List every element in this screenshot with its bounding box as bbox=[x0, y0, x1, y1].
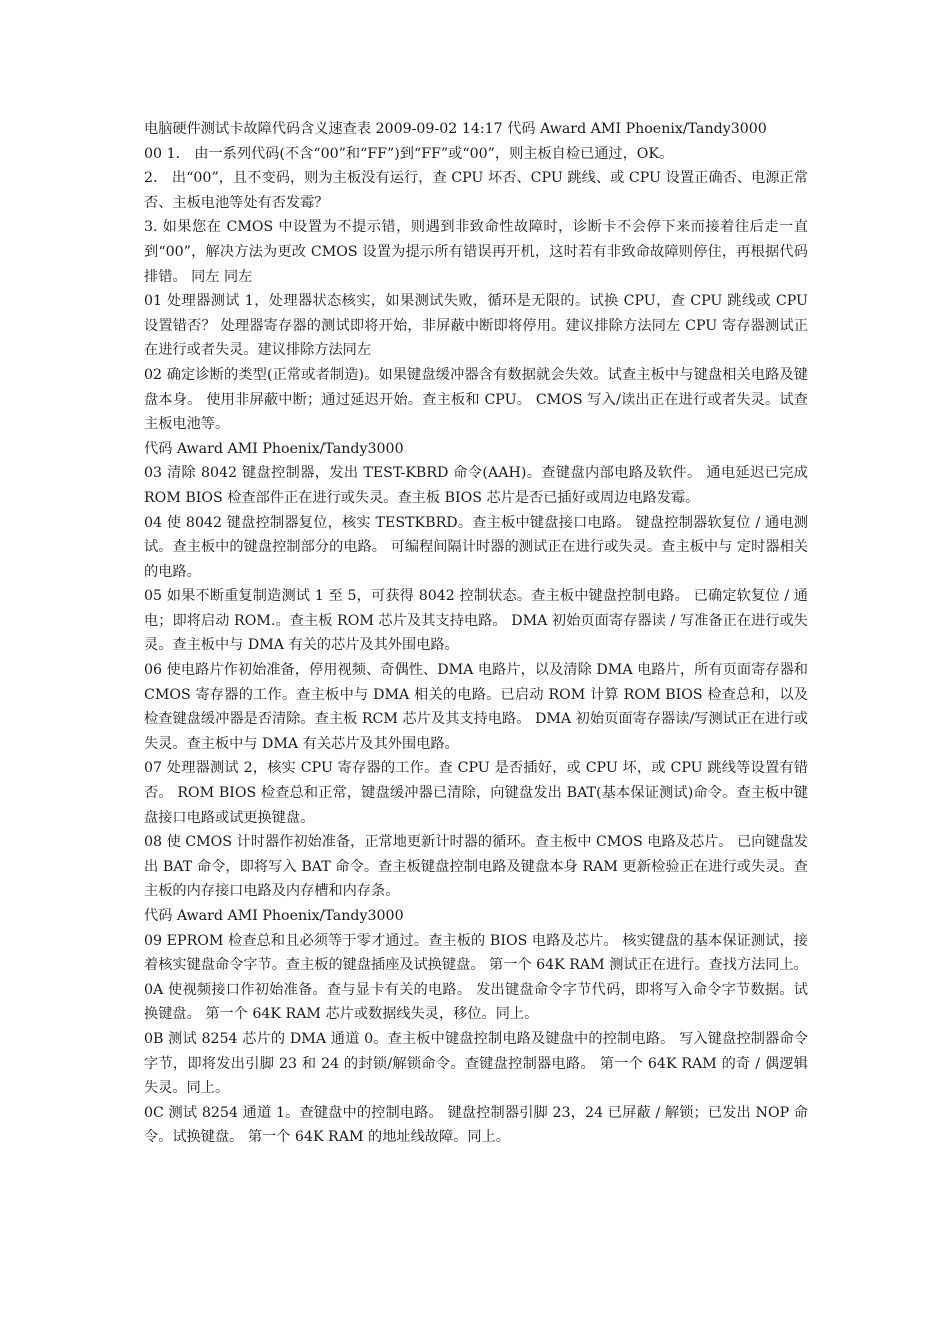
column-header-line: 代码 Award AMI Phoenix/Tandy3000 bbox=[144, 440, 404, 457]
paragraph-code-09: 09 EPROM 检查总和且必须等于零才通过。查主板的 BIOS 电路及芯片。 核实键盘的基本保证测试，接着核实键盘命令字节。查主板的键盘插座及试换键盘。 第一个 64K RAM 测试正在进行。查找方法同上。 bbox=[144, 932, 808, 974]
paragraph-code-06: 06 使电路片作初始准备，停用视频、奇偶性、DMA 电路片，以及清除 DMA 电路片，所有页面寄存器和 CMOS 寄存器的工作。查主板中与 DMA 相关的电路。已启动 ROM 计算 ROM BIOS 检查总和，以及检查键盘缓冲器是否清除。查主板 RCM 芯片及其支持电路。 DMA 初始页面寄存器读/写测试正在进行或失灵。查主板中与 DMA 有关芯片及其外围电路。 bbox=[144, 662, 808, 752]
paragraph-note-3: 3. 如果您在 CMOS 中设置为不提示错，则遇到非致命性故障时，诊断卡不会停下来而接着往后走一直到“00”，解决方法为更改 CMOS 设置为提示所有错误再开机，这时若有非致命故障则停住，再根据代码排错。 同左 同左 bbox=[144, 219, 808, 285]
paragraph-code-04: 04 使 8042 键盘控制器复位，核实 TESTKBRD。查主板中键盘接口电路。 键盘控制器软复位 / 通电测试。查主板中的键盘控制部分的电路。 可编程间隔计时器的测试正在进行或失灵。查主板中与 定时器相关的电路。 bbox=[144, 514, 808, 580]
paragraph-code-05: 05 如果不断重复制造测试 1 至 5，可获得 8042 控制状态。查主板中键盘控制电路。 已确定软复位 / 通电；即将启动 ROM.。查主板 ROM 芯片及其支持电路。 DMA 初始页面寄存器读 / 写准备正在进行或失灵。查主板中与 DMA 有关的芯片及其外围电路。 bbox=[144, 588, 808, 654]
paragraph-code-03: 03 清除 8042 键盘控制器，发出 TEST-KBRD 命令(AAH)。查键盘内部电路及软件。 通电延迟已完成 ROM BIOS 检查部件正在进行或失灵。查主板 BIOS 芯片是否已插好或周边电路发霉。 bbox=[144, 465, 808, 506]
paragraph-code-02: 02 确定诊断的类型(正常或者制造)。如果键盘缓冲器含有数据就会失效。试查主板中与键盘相关电路及键盘本身。 使用非屏蔽中断；通过延迟开始。查主板和 CPU。 CMOS 写入/读出正在进行或者失灵。试查主板电池等。 bbox=[144, 366, 808, 433]
paragraph-code-0a: 0A 使视频接口作初始准备。查与显卡有关的电路。 发出键盘命令字节代码，即将写入命令字节数据。试换键盘。 第一个 64K RAM 芯片或数据线失灵，移位。同上。 bbox=[144, 981, 808, 1023]
paragraph-code-00: 00 1． 由一系列代码(不含“00”和“FF”)到“FF”或“00”，则主板自检已通过，OK。 bbox=[144, 145, 674, 162]
document-title-line: 电脑硬件测试卡故障代码含义速查表 2009-09-02 14:17 代码 Award AMI Phoenix/Tandy3000 bbox=[144, 121, 767, 137]
column-header-line: 代码 Award AMI Phoenix/Tandy3000 bbox=[144, 908, 404, 924]
paragraph-code-0c: 0C 测试 8254 通道 1。查键盘中的控制电路。 键盘控制器引脚 23，24 已屏蔽 / 解锁；已发出 NOP 命令。试换键盘。 第一个 64K RAM 的地址线故障。同上。 bbox=[144, 1104, 808, 1146]
paragraph-note-2: 2． 出“00”，且不变码，则为主板没有运行，查 CPU 坏否、CPU 跳线、或 CPU 设置正确否、电源正常否、主板电池等处有否发霉？ bbox=[144, 170, 808, 211]
paragraph-code-08: 08 使 CMOS 计时器作初始准备，正常地更新计时器的循环。查主板中 CMOS 电路及芯片。 已向键盘发出 BAT 命令，即将写入 BAT 命令。查主板键盘控制电路及键盘本身 RAM 更新检验正在进行或失灵。查主板的内存接口电路及内存槽和内存条。 bbox=[144, 834, 808, 900]
paragraph-code-01: 01 处理器测试 1，处理器状态核实，如果测试失败，循环是无限的。试换 CPU，查 CPU 跳线或 CPU 设置错否？ 处理器寄存器的测试即将开始，非屏蔽中断即将停用。建议排除方法同左 CPU 寄存器测试正在进行或者失灵。建议排除方法同左 bbox=[144, 293, 808, 359]
paragraph-code-07: 07 处理器测试 2，核实 CPU 寄存器的工作。查 CPU 是否插好，或 CPU 坏，或 CPU 跳线等设置有错否。 ROM BIOS 检查总和正常，键盘缓冲器已清除，向键盘发出 BAT(基本保证测试)命令。查主板中键盘接口电路或试更换键盘。 bbox=[144, 760, 808, 826]
document-body bbox=[144, 117, 808, 1150]
paragraph-code-0b: 0B 测试 8254 芯片的 DMA 通道 0。查主板中键盘控制电路及键盘中的控制电路。 写入键盘控制器命令字节，即将发出引脚 23 和 24 的封锁/解锁命令。查键盘控制器电路。 第一个 64K RAM 的奇 / 偶逻辑失灵。同上。 bbox=[144, 1030, 808, 1097]
